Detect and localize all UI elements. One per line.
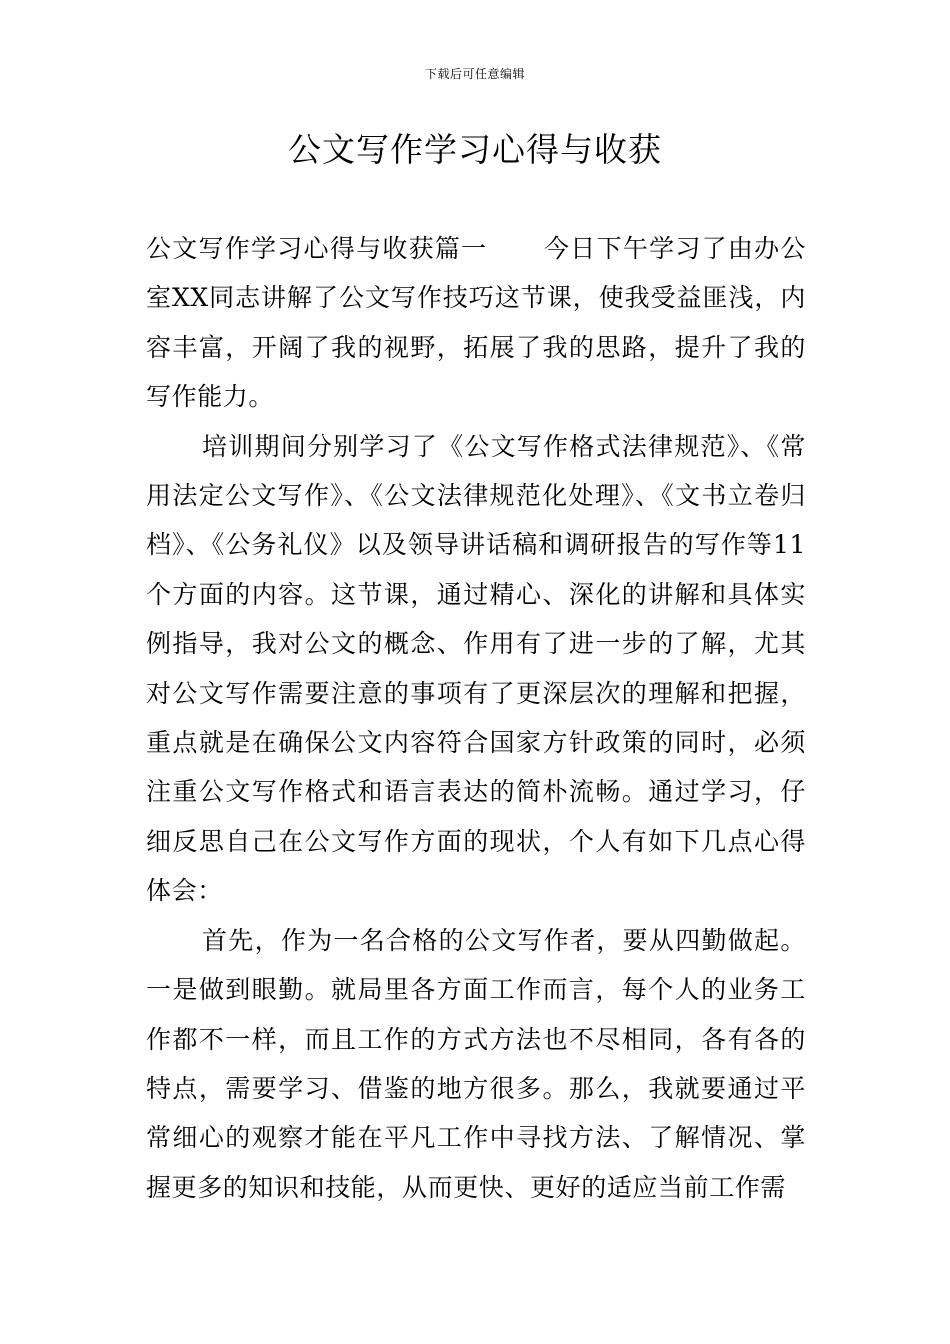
header-note: 下载后可任意编辑 xyxy=(424,67,525,81)
paragraph-1-text: 今日下午学习了由办公室XX同志讲解了公文写作技巧这节课，使我受益匪浅，内容丰富，开阔了我的视野，拓展了我的思路，提升了我的写作能力。 xyxy=(146,234,806,412)
document-title: 公文写作学习心得与收获 xyxy=(288,130,662,169)
document-body xyxy=(146,224,806,1212)
paragraph-3: 首先，作为一名合格的公文写作者，要从四勤做起。一是做到眼勤。就局里各方面工作而言，每个人的业务工作都不一样，而且工作的方式方法也不尽相同，各有各的特点，需要学习、借鉴的地方很多。那么，我就要通过平常细心的观察才能在平凡工作中寻找方法、了解情况、掌握更多的知识和技能，从而更快、更好的适应当前工作需 xyxy=(146,925,806,1202)
paragraph-2: 培训期间分别学习了《公文写作格式法律规范》、《常用法定公文写作》、《公文法律规范化处理》、《文书立卷归档》、《公务礼仪》以及领导讲话稿和调研报告的写作等11个方面的内容。这节课，通过精心、深化的讲解和具体实例指导，我对公文的概念、作用有了进一步的了解，尤其对公文写作需要注意的事项有了更深层次的理解和把握，重点就是在确保公文内容符合国家方针政策的同时，必须注重公文写作格式和语言表达的简朴流畅。通过学习，仔细反思自己在公文写作方面的现状，个人有如下几点心得体会： xyxy=(146,431,806,906)
intro-heading: 公文写作学习心得与收获篇一 xyxy=(146,234,488,263)
paragraph-1 xyxy=(146,224,806,422)
